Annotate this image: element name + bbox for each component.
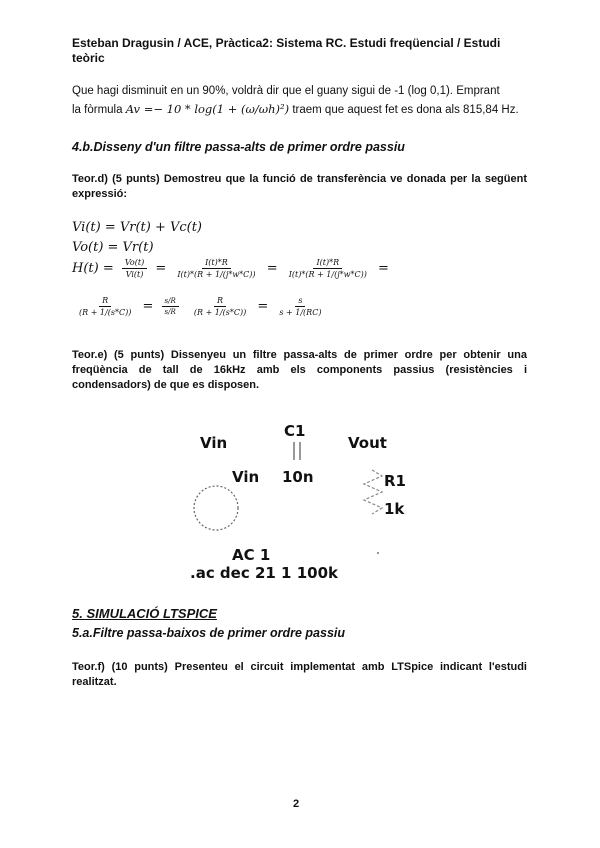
fraction-denominator: Vi(t) [125, 270, 144, 279]
teor-e-text: Teor.e) (5 punts) Dissenyeu un filtre passa-alts de primer ordre per obtenir una freqüència de tall de 16kHz amb els components passius (resistències i condensadors) de que es disposen. [72, 349, 527, 391]
fraction-numerator: Vo(t) [122, 258, 147, 269]
resistor-symbol [364, 470, 382, 514]
equals-sign: = [257, 299, 269, 314]
schematic-drawing [180, 420, 430, 590]
equation-h-label: H(t) = [72, 261, 114, 276]
intro-paragraph [72, 82, 527, 119]
fraction-numerator: R [214, 296, 226, 307]
equation-vo: Vo(t) = Vr(t) [72, 240, 154, 255]
intro-formula: Av =− 10 * log(1 + (ω/ωh)²) [125, 102, 290, 116]
intro-line1: Que hagi disminuit en un 90%, voldrà dir que el guany sigui de -1 (log 0,1). Emprant [72, 85, 500, 97]
page-number: 2 [293, 798, 300, 810]
fraction-r-1 [76, 296, 134, 317]
section-5-heading: 5. SIMULACIÓ LTSPICE [72, 606, 217, 621]
r1-label: R1 [384, 472, 406, 490]
r1-value: 1k [384, 500, 405, 518]
vout-net-label: Vout [348, 434, 387, 452]
intro-line2-pre: la fòrmula [72, 104, 123, 116]
equals-sign: = [142, 299, 154, 314]
page-header: Esteban Dragusin / ACE, Pràctica2: Sistema RC. Estudi freqüencial / Estudi teòric [72, 36, 501, 65]
vin-source-label: Vin [232, 468, 260, 486]
teor-f-text: Teor.f) (10 punts) Presenteu el circuit implementat amb LTSpice indicant l'estudi realitzat. [72, 661, 527, 688]
section-5a-heading: 5.a.Filtre passa-baixos de primer ordre passiu [72, 626, 346, 640]
teor-d-text: Teor.d) (5 punts) Demostreu que la funció de transferència ve donada per la següent expressió: [72, 173, 527, 200]
ground-dot [377, 552, 379, 554]
section-4b-heading: 4.b.Disseny d'un filtre passa-alts de primer ordre passiu [72, 140, 405, 154]
fraction-numerator: R [99, 296, 111, 307]
fraction-denominator: s/R [164, 308, 176, 316]
c1-label: C1 [284, 422, 306, 440]
circuit-schematic [180, 420, 430, 590]
spice-directive: .ac dec 21 1 100k [190, 564, 339, 582]
capacitor-symbol [294, 442, 300, 460]
ac-label: AC 1 [232, 546, 271, 564]
fraction-s-over-r [162, 297, 179, 316]
fraction-current-2 [286, 258, 370, 279]
c1-value: 10n [282, 468, 314, 486]
fraction-r-2 [191, 296, 249, 317]
equals-sign: = [266, 261, 278, 276]
fraction-denominator: I(t)*(R + 1/(j*w*C)) [177, 270, 256, 279]
fraction-denominator: (R + 1/(s*C)) [79, 308, 132, 317]
fraction-vo-vi [122, 258, 147, 279]
equation-s-row [72, 296, 328, 317]
fraction-denominator: I(t)*(R + 1/(j*w*C)) [288, 270, 367, 279]
fraction-numerator: s [295, 296, 305, 307]
intro-line2-post: traem que aquest fet es dona als 815,84 Hz. [292, 104, 519, 116]
fraction-numerator: I(t)*R [202, 258, 231, 269]
equals-sign: = [155, 261, 167, 276]
fraction-numerator: I(t)*R [313, 258, 342, 269]
vin-net-label: Vin [200, 434, 228, 452]
fraction-final [276, 296, 324, 317]
equation-h-row [72, 258, 389, 279]
fraction-denominator: (R + 1/(s*C)) [193, 308, 247, 317]
equation-vi: Vi(t) = Vr(t) + Vc(t) [72, 220, 203, 235]
fraction-current-1 [174, 258, 258, 279]
equals-sign: = [378, 261, 389, 276]
fraction-numerator: s/R [162, 297, 179, 307]
voltage-source-symbol [194, 486, 238, 530]
fraction-denominator: s + 1/(RC) [279, 308, 322, 317]
